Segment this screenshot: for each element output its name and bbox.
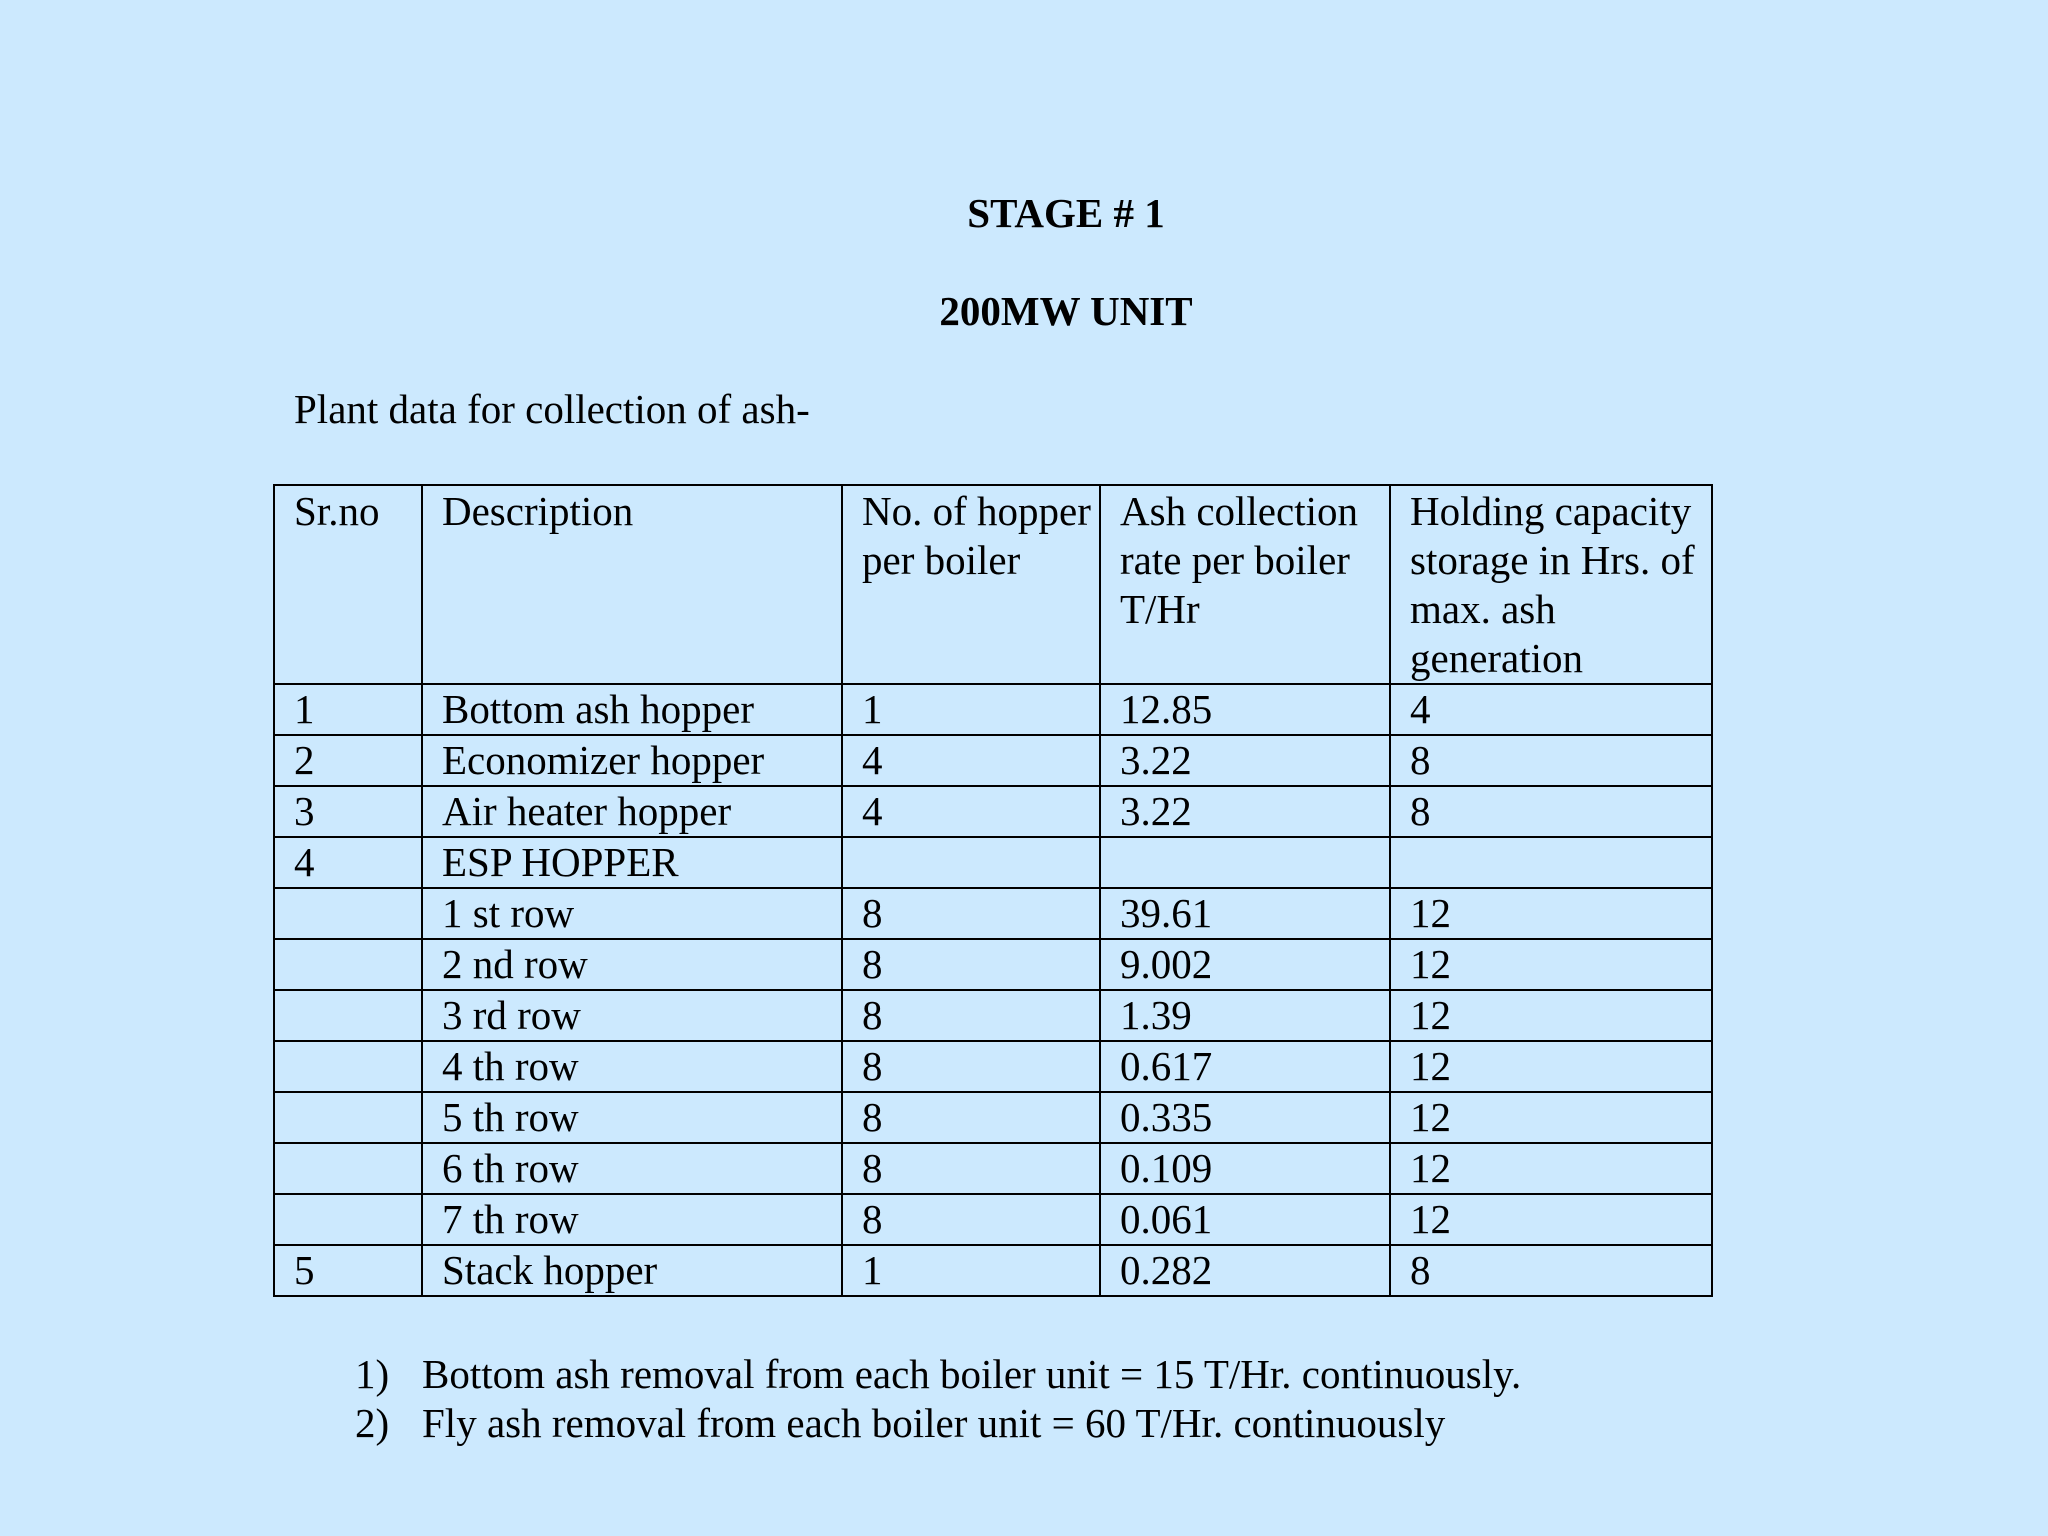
cell-sr-no: 3 bbox=[274, 786, 422, 837]
cell-description: 3 rd row bbox=[422, 990, 842, 1041]
cell-hopper-count: 8 bbox=[842, 1041, 1100, 1092]
cell-holding-capacity: 4 bbox=[1390, 684, 1712, 735]
cell-collection-rate: 0.061 bbox=[1100, 1194, 1390, 1245]
cell-hopper-count: 1 bbox=[842, 1245, 1100, 1296]
cell-collection-rate bbox=[1100, 837, 1390, 888]
cell-collection-rate: 0.617 bbox=[1100, 1041, 1390, 1092]
table-row bbox=[274, 1245, 1712, 1296]
cell-sr-no: 1 bbox=[274, 684, 422, 735]
cell-hopper-count: 8 bbox=[842, 1143, 1100, 1194]
cell-hopper-count: 8 bbox=[842, 1194, 1100, 1245]
notes-list bbox=[355, 1350, 1521, 1448]
cell-sr-no: 5 bbox=[274, 1245, 422, 1296]
cell-holding-capacity: 12 bbox=[1390, 1092, 1712, 1143]
table-row bbox=[274, 939, 1712, 990]
cell-hopper-count: 4 bbox=[842, 735, 1100, 786]
cell-collection-rate: 0.282 bbox=[1100, 1245, 1390, 1296]
cell-hopper-count bbox=[842, 837, 1100, 888]
cell-holding-capacity: 12 bbox=[1390, 888, 1712, 939]
cell-description: 4 th row bbox=[422, 1041, 842, 1092]
header-description: Description bbox=[422, 485, 842, 684]
table-row bbox=[274, 1092, 1712, 1143]
cell-holding-capacity: 8 bbox=[1390, 1245, 1712, 1296]
cell-sr-no bbox=[274, 1143, 422, 1194]
cell-holding-capacity: 12 bbox=[1390, 990, 1712, 1041]
cell-description: Stack hopper bbox=[422, 1245, 842, 1296]
table-row bbox=[274, 735, 1712, 786]
table-row bbox=[274, 1194, 1712, 1245]
cell-hopper-count: 8 bbox=[842, 1092, 1100, 1143]
cell-collection-rate: 12.85 bbox=[1100, 684, 1390, 735]
cell-hopper-count: 8 bbox=[842, 888, 1100, 939]
cell-sr-no: 4 bbox=[274, 837, 422, 888]
cell-collection-rate: 39.61 bbox=[1100, 888, 1390, 939]
page-subtitle: 200MW UNIT bbox=[939, 288, 1193, 334]
cell-description: 1 st row bbox=[422, 888, 842, 939]
note-number: 1) bbox=[355, 1351, 390, 1397]
ash-collection-table bbox=[273, 484, 1713, 1297]
page-title: STAGE # 1 bbox=[967, 190, 1165, 236]
cell-holding-capacity: 12 bbox=[1390, 1143, 1712, 1194]
cell-description: 6 th row bbox=[422, 1143, 842, 1194]
table-row bbox=[274, 888, 1712, 939]
table-row bbox=[274, 1143, 1712, 1194]
cell-description: ESP HOPPER bbox=[422, 837, 842, 888]
header-sr-no: Sr.no bbox=[274, 485, 422, 684]
header-hopper-count: No. of hopper per boiler bbox=[842, 485, 1100, 684]
cell-holding-capacity: 8 bbox=[1390, 786, 1712, 837]
cell-sr-no bbox=[274, 888, 422, 939]
cell-collection-rate: 0.335 bbox=[1100, 1092, 1390, 1143]
cell-description: 5 th row bbox=[422, 1092, 842, 1143]
table-row bbox=[274, 684, 1712, 735]
cell-description: 7 th row bbox=[422, 1194, 842, 1245]
table-body bbox=[274, 684, 1712, 1296]
cell-hopper-count: 8 bbox=[842, 939, 1100, 990]
cell-description: Bottom ash hopper bbox=[422, 684, 842, 735]
cell-hopper-count: 8 bbox=[842, 990, 1100, 1041]
header-holding-capacity: Holding capacity storage in Hrs. of max. ash generation bbox=[1390, 485, 1712, 684]
cell-holding-capacity: 8 bbox=[1390, 735, 1712, 786]
cell-description: Air heater hopper bbox=[422, 786, 842, 837]
cell-sr-no bbox=[274, 1194, 422, 1245]
cell-collection-rate: 0.109 bbox=[1100, 1143, 1390, 1194]
cell-holding-capacity: 12 bbox=[1390, 939, 1712, 990]
note-item bbox=[355, 1399, 1521, 1448]
cell-sr-no: 2 bbox=[274, 735, 422, 786]
table-row bbox=[274, 786, 1712, 837]
cell-collection-rate: 3.22 bbox=[1100, 786, 1390, 837]
cell-sr-no bbox=[274, 1041, 422, 1092]
cell-holding-capacity: 12 bbox=[1390, 1041, 1712, 1092]
cell-description: 2 nd row bbox=[422, 939, 842, 990]
cell-collection-rate: 3.22 bbox=[1100, 735, 1390, 786]
table-header-row bbox=[274, 485, 1712, 684]
note-text: Fly ash removal from each boiler unit = 60 T/Hr. continuously bbox=[422, 1400, 1446, 1446]
cell-collection-rate: 1.39 bbox=[1100, 990, 1390, 1041]
note-text: Bottom ash removal from each boiler unit = 15 T/Hr. continuously. bbox=[422, 1351, 1522, 1397]
table-row bbox=[274, 837, 1712, 888]
cell-sr-no bbox=[274, 990, 422, 1041]
note-number: 2) bbox=[355, 1400, 390, 1446]
cell-holding-capacity: 12 bbox=[1390, 1194, 1712, 1245]
cell-hopper-count: 1 bbox=[842, 684, 1100, 735]
cell-sr-no bbox=[274, 939, 422, 990]
table-row bbox=[274, 1041, 1712, 1092]
cell-hopper-count: 4 bbox=[842, 786, 1100, 837]
intro-text: Plant data for collection of ash- bbox=[294, 386, 810, 432]
note-item bbox=[355, 1350, 1521, 1399]
header-collection-rate: Ash collection rate per boiler T/Hr bbox=[1100, 485, 1390, 684]
table-row bbox=[274, 990, 1712, 1041]
cell-sr-no bbox=[274, 1092, 422, 1143]
cell-holding-capacity bbox=[1390, 837, 1712, 888]
cell-collection-rate: 9.002 bbox=[1100, 939, 1390, 990]
cell-description: Economizer hopper bbox=[422, 735, 842, 786]
